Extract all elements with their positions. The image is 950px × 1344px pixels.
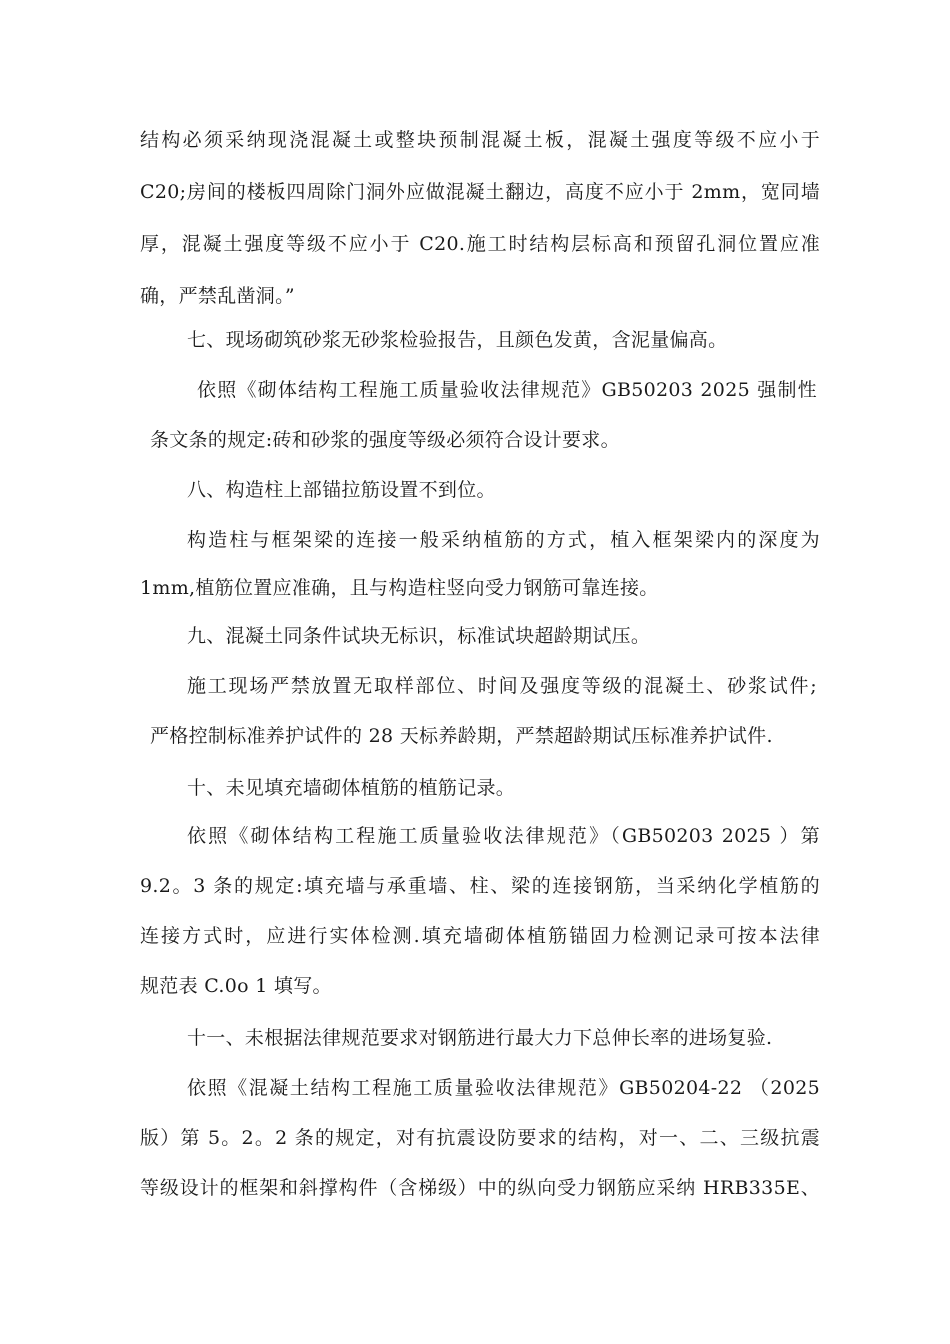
text-line: 条文条的规定:砖和砂浆的强度等级必须符合设计要求。 xyxy=(150,429,620,451)
section-heading: 十一、未根据法律规范要求对钢筋进行最大力下总伸长率的进场复验. xyxy=(187,1027,773,1049)
text-line: 施工现场严禁放置无取样部位、时间及强度等级的混凝土、砂浆试件; xyxy=(187,675,817,697)
text-line: 依照《混凝土结构工程施工质量验收法律规范》GB50204-22 （2025 xyxy=(187,1077,820,1099)
section-heading: 八、构造柱上部锚拉筋设置不到位。 xyxy=(187,479,496,501)
text-line: 版）第 5。2。2 条的规定，对有抗震设防要求的结构，对一、二、三级抗震 xyxy=(140,1127,820,1149)
text-line: 1mm,植筋位置应准确，且与构造柱竖向受力钢筋可靠连接。 xyxy=(140,577,659,599)
text-line: 等级设计的框架和斜撑构件（含梯级）中的纵向受力钢筋应采纳 HRB335E、 xyxy=(140,1177,820,1199)
text-line: C20;房间的楼板四周除门洞外应做混凝土翻边，高度不应小于 2mm，宽同墙 xyxy=(140,181,820,203)
text-line: 严格控制标准养护试件的 28 天标养龄期，严禁超龄期试压标准养护试件. xyxy=(150,725,773,747)
text-line: 依照《砌体结构工程施工质量验收法律规范》（GB50203 2025 ）第 xyxy=(187,825,820,847)
text-line: 确，严禁乱凿洞。” xyxy=(140,285,295,307)
section-heading: 九、混凝土同条件试块无标识，标准试块超龄期试压。 xyxy=(187,625,651,647)
text-line: 依照《砌体结构工程施工质量验收法律规范》GB50203 2025 强制性 xyxy=(197,379,817,401)
text-line: 规范表 C.0o 1 填写。 xyxy=(140,975,332,997)
section-heading: 七、现场砌筑砂浆无砂浆检验报告，且颜色发黄，含泥量偏高。 xyxy=(187,329,728,351)
text-line: 结构必须采纳现浇混凝土或整块预制混凝土板，混凝土强度等级不应小于 xyxy=(140,129,820,151)
text-line: 厚，混凝土强度等级不应小于 C20.施工时结构层标高和预留孔洞位置应准 xyxy=(140,233,820,255)
text-line: 9.2。3 条的规定:填充墙与承重墙、柱、梁的连接钢筋，当采纳化学植筋的 xyxy=(140,875,820,897)
text-line: 连接方式时，应进行实体检测.填充墙砌体植筋锚固力检测记录可按本法律 xyxy=(140,925,820,947)
text-line: 构造柱与框架梁的连接一般采纳植筋的方式，植入框架梁内的深度为 xyxy=(187,529,820,551)
section-heading: 十、未见填充墙砌体植筋的植筋记录。 xyxy=(187,777,516,799)
